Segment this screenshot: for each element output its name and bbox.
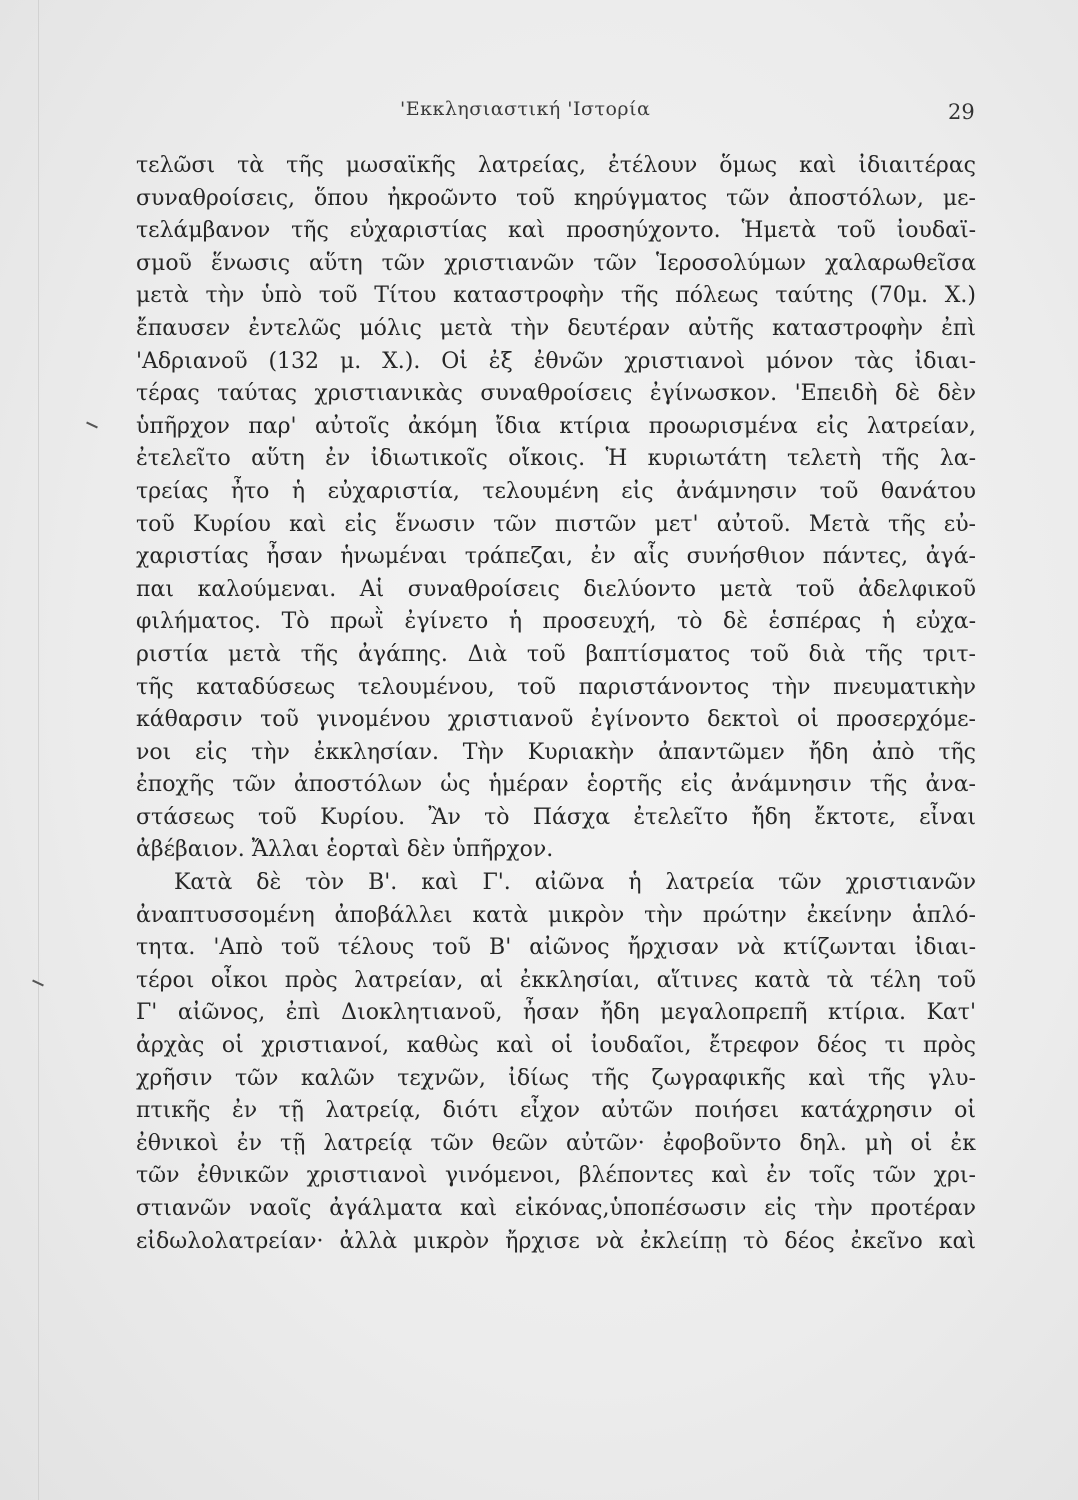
text-line: κάθαρσιν τοῦ γινομένου χριστιανοῦ ἐγίνοντο δεκτοὶ οἱ προσερχόμε- bbox=[136, 707, 976, 733]
text-line: τητα. 'Απὸ τοῦ τέλους τοῦ Β' αἰῶνος ἤρχισαν νὰ κτίζωνται ἰδιαι- bbox=[136, 935, 976, 961]
text-line: τῶν ἐθνικῶν χριστιανοὶ γινόμενοι, βλέποντες καὶ ἐν τοῖς τῶν χρι- bbox=[136, 1163, 976, 1189]
text-line: τελάμβανον τῆς εὐχαριστίας καὶ προσηύχοντο. Ἡμετὰ τοῦ ἰουδαϊ- bbox=[136, 218, 976, 244]
text-line: χρῆσιν τῶν καλῶν τεχνῶν, ἰδίως τῆς ζωγραφικῆς καὶ τῆς γλυ- bbox=[136, 1065, 976, 1091]
text-line: εἰδωλολατρείαν· ἀλλὰ μικρὸν ἤρχισε νὰ ἐκλείπῃ τὸ δέος ἐκεῖνο καὶ bbox=[136, 1228, 976, 1254]
text-line: χαριστίας ἦσαν ἡνωμέναι τράπεζαι, ἐν αἷς συνήσθιον πάντες, ἀγά- bbox=[136, 544, 976, 570]
text-line: πτικῆς ἐν τῇ λατρείᾳ, διότι εἶχον αὐτῶν ποιήσει κατάχρησιν οἱ bbox=[136, 1098, 976, 1124]
text-line: ἐποχῆς τῶν ἀποστόλων ὡς ἡμέραν ἑορτῆς εἰς ἀνάμνησιν τῆς ἀνα- bbox=[136, 772, 976, 798]
gutter-shadow bbox=[38, 0, 39, 1500]
text-line: σμοῦ ἕνωσις αὕτη τῶν χριστιανῶν τῶν Ἱεροσολύμων χαλαρωθεῖσα bbox=[136, 250, 976, 276]
text-line: ὑπῆρχον παρ' αὐτοῖς ἀκόμη ἴδια κτίρια προωρισμένα εἰς λατρείαν, bbox=[136, 413, 976, 439]
running-title: 'Εκκλησιαστική 'Ιστορία bbox=[400, 98, 651, 120]
text-line: ἀβέβαιον. Ἄλλαι ἑορταὶ δὲν ὑπῆρχον. bbox=[136, 837, 554, 863]
text-line: τοῦ Κυρίου καὶ εἰς ἕνωσιν τῶν πιστῶν μετ' αὐτοῦ. Μετὰ τῆς εὐ- bbox=[136, 511, 976, 537]
text-line: φιλήματος. Τὸ πρωῒ ἐγίνετο ἡ προσευχή, τὸ δὲ ἑσπέρας ἡ εὐχα- bbox=[136, 609, 976, 635]
text-line: ἐτελεῖτο αὕτη ἐν ἰδιωτικοῖς οἴκοις. Ἡ κυριωτάτη τελετὴ τῆς λα- bbox=[136, 446, 976, 472]
text-line: στάσεως τοῦ Κυρίου. Ἂν τὸ Πάσχα ἐτελεῖτο ἤδη ἔκτοτε, εἶναι bbox=[136, 804, 976, 830]
margin-mark bbox=[86, 422, 98, 429]
text-line: τέροι οἶκοι πρὸς λατρείαν, αἱ ἐκκλησίαι, αἵτινες κατὰ τὰ τέλη τοῦ bbox=[136, 967, 976, 993]
text-line: 'Αδριανοῦ (132 μ. Χ.). Οἱ ἐξ ἐθνῶν χριστιανοὶ μόνον τὰς ἰδιαι- bbox=[136, 348, 976, 374]
body-text bbox=[136, 150, 976, 1258]
text-line: παι καλούμεναι. Αἱ συναθροίσεις διελύοντο μετὰ τοῦ ἀδελφικοῦ bbox=[136, 576, 976, 602]
text-line: τελῶσι τὰ τῆς μωσαϊκῆς λατρείας, ἐτέλουν ὅμως καὶ ἰδιαιτέρας bbox=[136, 153, 976, 178]
text-line: νοι εἰς τὴν ἐκκλησίαν. Τὴν Κυριακὴν ἀπαντῶμεν ἤδη ἀπὸ τῆς bbox=[136, 739, 976, 765]
text-line: τρείας ἦτο ἡ εὐχαριστία, τελουμένη εἰς ἀνάμνησιν τοῦ θανάτου bbox=[136, 478, 976, 504]
text-line: ἐθνικοὶ ἐν τῇ λατρείᾳ τῶν θεῶν αὐτῶν· ἐφοβοῦντο δηλ. μὴ οἱ ἐκ bbox=[136, 1130, 976, 1156]
text-line: μετὰ τὴν ὑπὸ τοῦ Τίτου καταστροφὴν τῆς πόλεως ταύτης (70μ. Χ.) bbox=[136, 283, 976, 309]
page-number: 29 bbox=[948, 100, 975, 124]
text-line: στιανῶν ναοῖς ἀγάλματα καὶ εἰκόνας,ὑποπέσωσιν εἰς τὴν προτέραν bbox=[136, 1196, 976, 1221]
text-line: Κατὰ δὲ τὸν Β'. καὶ Γ'. αἰῶνα ἡ λατρεία τῶν χριστιανῶν bbox=[174, 870, 976, 896]
text-line: συναθροίσεις, ὅπου ἠκροῶντο τοῦ κηρύγματος τῶν ἀποστόλων, με- bbox=[136, 185, 976, 211]
text-line: ριστία μετὰ τῆς ἀγάπης. Διὰ τοῦ βαπτίσματος τοῦ διὰ τῆς τριτ- bbox=[136, 641, 976, 667]
text-line: τῆς καταδύσεως τελουμένου, τοῦ παριστάνοντος τὴν πνευματικὴν bbox=[136, 674, 976, 700]
text-line: ἀρχὰς οἱ χριστιανοί, καθὼς καὶ οἱ ἰουδαῖοι, ἔτρεφον δέος τι πρὸς bbox=[136, 1033, 976, 1059]
text-line: ἔπαυσεν ἐντελῶς μόλις μετὰ τὴν δευτέραν αὐτῆς καταστροφὴν ἐπὶ bbox=[136, 315, 976, 341]
text-line: τέρας ταύτας χριστιανικὰς συναθροίσεις ἐγίνωσκον. 'Επειδὴ δὲ δὲν bbox=[136, 381, 976, 407]
text-line: Γ' αἰῶνος, ἐπὶ Διοκλητιανοῦ, ἦσαν ἤδη μεγαλοπρεπῆ κτίρια. Κατ' bbox=[136, 1000, 976, 1026]
text-line: ἀναπτυσσομένη ἀποβάλλει κατὰ μικρὸν τὴν πρώτην ἐκείνην ἁπλό- bbox=[136, 902, 976, 928]
